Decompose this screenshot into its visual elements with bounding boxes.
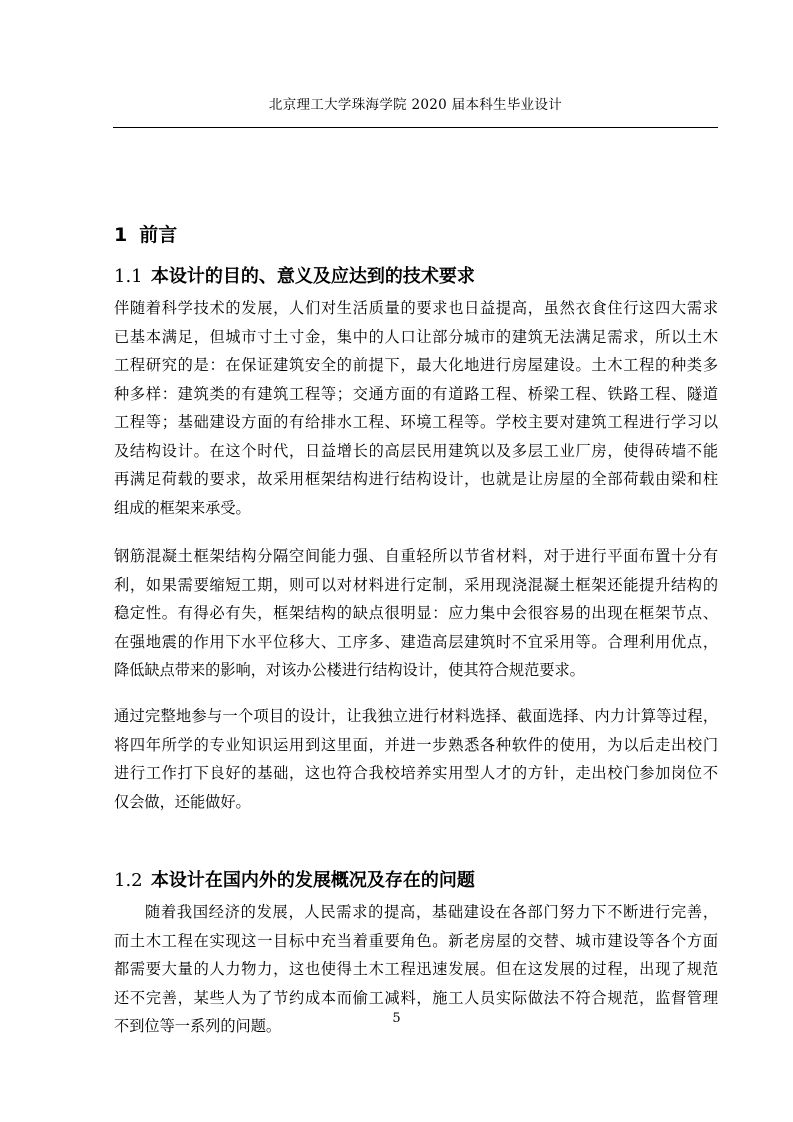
text-line: 而土木工程在实现这一目标中充当着重要角色。新老房屋的交替、城市建设等各个方面 [114,931,718,950]
header-rule [113,127,718,128]
section-1-2-heading [114,866,475,892]
section-1-2-number: 1.2 [114,870,143,891]
section-1-1-heading [114,262,475,288]
text-line: 不到位等一系列的问题。 [114,1017,282,1035]
text-line: 利，如果需要缩短工期，则可以对材料进行定制，采用现浇混凝土框架还能提升结构的 [114,575,718,594]
section-1-number: 1 [114,224,128,246]
section-1-1-paragraph-2 [114,542,718,685]
page-number: 5 [392,1011,401,1026]
text-line: 还不完善，某些人为了节约成本而偷工减料，施工人员实际做法不符合规范，监督管理 [114,988,718,1007]
section-1-heading [114,220,177,247]
text-line: 工程研究的是：在保证建筑安全的前提下，最大化地进行房屋建设。土木工程的种类多 [114,356,718,374]
section-1-title: 前言 [139,224,178,246]
section-1-2-title: 本设计在国内外的发展概况及存在的问题 [150,870,475,891]
text-line: 及结构设计。在这个时代，日益增长的高层民用建筑以及多层工业厂房，使得砖墙不能 [114,441,718,460]
section-1-1-title: 本设计的目的、意义及应达到的技术要求 [150,266,475,287]
text-line: 降低缺点带来的影响，对该办公楼进行结构设计，使其符合规范要求。 [114,661,585,679]
text-line: 仅会做，还能做好。 [114,792,251,811]
page-header: 北京理工大学珠海学院 2020 届本科生毕业设计 [268,97,563,113]
section-1-1-number: 1.1 [114,266,143,287]
section-1-1-paragraph-3 [114,702,718,816]
text-line: 在强地震的作用下水平位移大、工序多、建造高层建筑时不宜采用等。合理利用优点， [114,632,718,651]
text-line: 都需要大量的人力物力，这也使得土木工程迅速发展。但在这发展的过程，出现了规范 [114,960,718,978]
text-line: 通过完整地参与一个项目的设计，让我独立进行材料选择、截面选择、内力计算等过程， [114,707,718,725]
text-line: 进行工作打下良好的基础，这也符合我校培养实用型人才的方针，走出校门参加岗位不 [114,764,718,782]
text-line: 工程等；基础建设方面的有给排水工程、环境工程等。学校主要对建筑工程进行学习以 [114,413,718,431]
text-line: 稳定性。有得必有失，框架结构的缺点很明显：应力集中会很容易的出现在框架节点、 [114,604,718,622]
text-line: 钢筋混凝土框架结构分隔空间能力强、自重轻所以节省材料，对于进行平面布置十分有 [114,547,718,565]
text-line: 组成的框架来承受。 [114,498,251,517]
text-line: 将四年所学的专业知识运用到这里面，并进一步熟悉各种软件的使用，为以后走出校门 [114,735,718,754]
text-line: 伴随着科学技术的发展，人们对生活质量的要求也日益提高，虽然衣食住行这四大需求 [114,299,718,317]
text-line: 随着我国经济的发展，人民需求的提高，基础建设在各部门努力下不断进行完善， [145,903,718,921]
text-line: 种多样：建筑类的有建筑工程等；交通方面的有道路工程、桥梁工程、铁路工程、隧道 [114,384,718,403]
text-line: 再满足荷载的要求，故采用框架结构进行结构设计，也就是让房屋的全部荷载由梁和柱 [114,470,718,488]
section-1-1-paragraph-1 [114,294,718,522]
text-line: 已基本满足，但城市寸土寸金，集中的人口让部分城市的建筑无法满足需求，所以土木 [114,327,718,346]
